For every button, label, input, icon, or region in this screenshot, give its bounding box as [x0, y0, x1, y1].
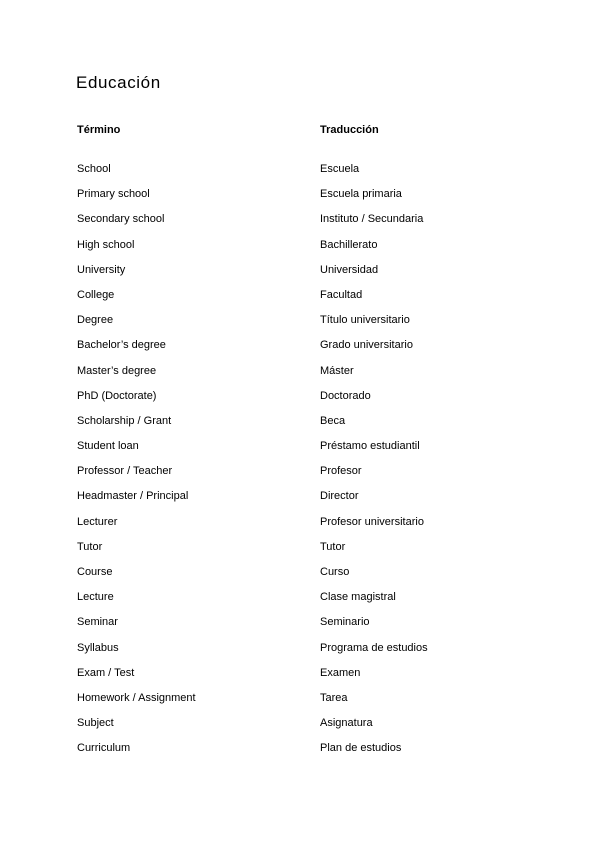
term-cell: University [77, 263, 126, 276]
table-row [0, 187, 600, 212]
table-row [0, 414, 600, 439]
term-cell: Student loan [77, 440, 139, 453]
term-cell: Master’s degree [77, 364, 157, 377]
table-row [0, 716, 600, 741]
table-row [0, 288, 600, 313]
term-cell: Tutor [77, 540, 103, 553]
term-cell: Lecturer [77, 515, 118, 528]
translation-cell: Profesor [320, 465, 362, 478]
translation-cell: Facultad [320, 288, 363, 301]
term-cell: Subject [77, 717, 114, 730]
translation-cell: Seminario [320, 616, 370, 629]
table-row [0, 338, 600, 363]
term-cell: Scholarship / Grant [77, 414, 172, 427]
translation-cell: Título universitario [320, 314, 410, 327]
table-row [0, 590, 600, 615]
translation-cell: Curso [320, 566, 350, 578]
table-row [0, 691, 600, 716]
term-cell: Degree [77, 314, 114, 327]
term-cell: College [77, 288, 115, 301]
term-cell: High school [77, 238, 135, 251]
term-cell: Homework / Assignment [77, 691, 196, 704]
table-row [0, 263, 600, 288]
table-row [0, 615, 600, 640]
table-row [0, 212, 600, 237]
term-cell: Course [77, 566, 113, 578]
term-cell: Secondary school [77, 213, 165, 226]
table-row [0, 515, 600, 540]
term-cell: PhD (Doctorate) [77, 389, 157, 402]
table-row [0, 162, 600, 187]
translation-cell: Doctorado [320, 389, 371, 402]
translation-column-header: Traducción [320, 124, 379, 136]
translation-cell: Plan de estudios [320, 742, 402, 755]
term-cell: Exam / Test [77, 666, 135, 679]
table-row [0, 565, 600, 590]
table-row [0, 313, 600, 338]
translation-cell: Bachillerato [320, 238, 378, 251]
translation-cell: Tutor [320, 540, 346, 553]
translation-cell: Máster [320, 364, 354, 377]
table-row [0, 238, 600, 263]
translation-cell: Escuela [320, 163, 360, 175]
term-cell: Seminar [77, 616, 118, 629]
table-row [0, 364, 600, 389]
table-row [0, 540, 600, 565]
vocabulary-table [0, 162, 600, 767]
table-row [0, 389, 600, 414]
table-row [0, 489, 600, 514]
table-row [0, 439, 600, 464]
term-cell: Primary school [77, 188, 150, 201]
translation-cell: Clase magistral [320, 591, 396, 604]
term-cell: Curriculum [77, 742, 131, 755]
term-cell: Syllabus [77, 641, 119, 654]
term-cell: Headmaster / Principal [77, 490, 189, 503]
table-row [0, 464, 600, 489]
term-cell: Lecture [77, 591, 114, 604]
term-cell: School [77, 163, 111, 175]
translation-cell: Beca [320, 414, 346, 427]
page-title: Educación [76, 73, 161, 92]
translation-cell: Profesor universitario [320, 515, 424, 528]
table-row [0, 741, 600, 766]
translation-cell: Instituto / Secundaria [320, 213, 424, 226]
term-column-header: Término [77, 124, 121, 136]
translation-cell: Programa de estudios [320, 641, 428, 654]
translation-cell: Universidad [320, 263, 379, 276]
translation-cell: Escuela primaria [320, 188, 402, 201]
table-row [0, 666, 600, 691]
term-cell: Professor / Teacher [77, 465, 173, 478]
table-row [0, 641, 600, 666]
translation-cell: Tarea [320, 691, 348, 704]
translation-cell: Préstamo estudiantil [320, 440, 420, 453]
translation-cell: Director [320, 490, 359, 503]
translation-cell: Examen [320, 666, 361, 679]
term-cell: Bachelor’s degree [77, 339, 166, 352]
translation-cell: Grado universitario [320, 339, 413, 352]
translation-cell: Asignatura [320, 717, 373, 730]
